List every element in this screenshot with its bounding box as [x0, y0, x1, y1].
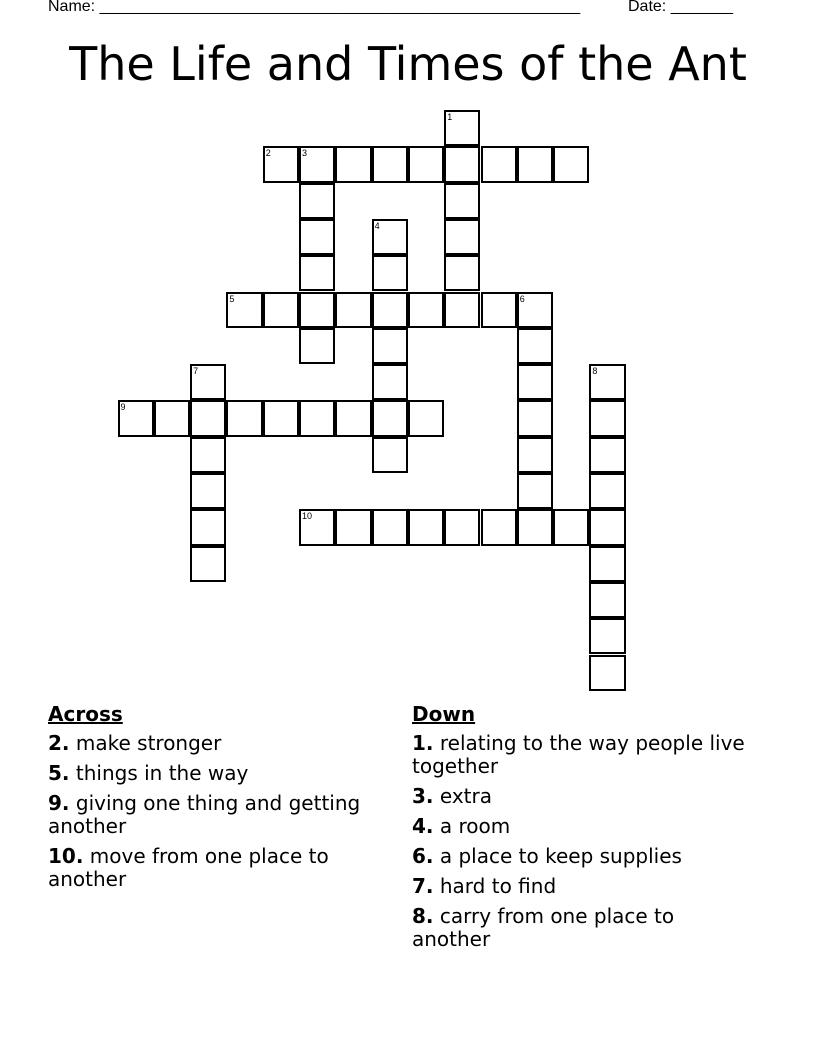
- grid-cell[interactable]: [589, 655, 625, 691]
- grid-cell[interactable]: [589, 582, 625, 618]
- grid-cell[interactable]: [190, 400, 226, 436]
- grid-cell[interactable]: [372, 437, 408, 473]
- clue-number: 2: [265, 148, 271, 159]
- grid-cell[interactable]: [335, 400, 371, 436]
- grid-cell[interactable]: [335, 146, 371, 182]
- grid-cell[interactable]: [372, 255, 408, 291]
- grid-cell[interactable]: [299, 219, 335, 255]
- clue-down-3: 3. extra: [412, 784, 492, 808]
- grid-cell[interactable]: [589, 509, 625, 545]
- down-heading: Down: [412, 702, 476, 726]
- grid-cell[interactable]: [517, 437, 553, 473]
- name-field-label: Name: ______________________________________________________: [48, 0, 581, 15]
- grid-cell[interactable]: [299, 183, 335, 219]
- grid-cell[interactable]: [372, 364, 408, 400]
- grid-cell[interactable]: [444, 219, 480, 255]
- clue-down-7: 7. hard to find: [412, 874, 557, 898]
- grid-cell[interactable]: [372, 328, 408, 364]
- grid-cell[interactable]: [517, 292, 553, 328]
- clue-number: 7: [193, 366, 199, 377]
- clue-number: 10: [302, 511, 313, 522]
- date-field-label: Date: _______: [628, 0, 733, 15]
- grid-cell[interactable]: [372, 219, 408, 255]
- grid-cell[interactable]: [408, 400, 444, 436]
- grid-cell[interactable]: [589, 400, 625, 436]
- grid-cell[interactable]: [553, 146, 589, 182]
- clue-down-6: 6. a place to keep supplies: [412, 844, 682, 868]
- grid-cell[interactable]: [481, 292, 517, 328]
- grid-cell[interactable]: [190, 509, 226, 545]
- clue-number: 1: [447, 112, 453, 122]
- across-heading: Across: [48, 702, 123, 726]
- grid-cell[interactable]: [408, 292, 444, 328]
- grid-cell[interactable]: [517, 509, 553, 545]
- grid-cell[interactable]: [517, 400, 553, 436]
- grid-cell[interactable]: [553, 509, 589, 545]
- grid-cell[interactable]: [190, 437, 226, 473]
- grid-cell[interactable]: [299, 509, 335, 545]
- grid-cell[interactable]: [444, 110, 480, 146]
- clue-number: 6: [519, 293, 525, 304]
- clue-down-1: 1. relating to the way people live together: [412, 731, 745, 778]
- grid-cell[interactable]: [444, 255, 480, 291]
- grid-cell[interactable]: [190, 546, 226, 582]
- grid-cell[interactable]: [299, 292, 335, 328]
- grid-cell[interactable]: [372, 292, 408, 328]
- grid-cell[interactable]: [444, 183, 480, 219]
- clue-across-9: 9. giving one thing and getting another: [48, 791, 361, 838]
- clue-number: 9: [120, 402, 126, 413]
- grid-cell[interactable]: [190, 473, 226, 509]
- across-clues: [48, 700, 378, 898]
- grid-cell[interactable]: [517, 473, 553, 509]
- clue-across-10: 10. move from one place to another: [48, 844, 329, 891]
- grid-cell[interactable]: [263, 292, 299, 328]
- grid-cell[interactable]: [444, 292, 480, 328]
- grid-cell[interactable]: [408, 509, 444, 545]
- grid-cell[interactable]: [517, 146, 553, 182]
- grid-cell[interactable]: [263, 400, 299, 436]
- grid-cell[interactable]: [408, 146, 444, 182]
- clue-number: 3: [302, 148, 308, 159]
- grid-cell[interactable]: [118, 400, 154, 436]
- grid-cell[interactable]: [444, 146, 480, 182]
- down-clues: [412, 700, 752, 958]
- grid-cell[interactable]: [226, 292, 262, 328]
- clue-down-8: 8. carry from one place to another: [412, 904, 675, 951]
- grid-cell[interactable]: [154, 400, 190, 436]
- grid-cell[interactable]: [589, 364, 625, 400]
- grid-cell[interactable]: [263, 146, 299, 182]
- grid-cell[interactable]: [335, 292, 371, 328]
- clue-number: 8: [592, 366, 598, 377]
- clue-down-4: 4. a room: [412, 814, 511, 838]
- grid-cell[interactable]: [226, 400, 262, 436]
- grid-cell[interactable]: [372, 146, 408, 182]
- grid-cell[interactable]: [299, 146, 335, 182]
- clue-number: 4: [374, 220, 380, 231]
- grid-cell[interactable]: [335, 509, 371, 545]
- grid-cell[interactable]: [589, 437, 625, 473]
- clue-across-2: 2. make stronger: [48, 731, 222, 755]
- grid-cell[interactable]: [190, 364, 226, 400]
- clue-number: 5: [229, 293, 235, 304]
- grid-cell[interactable]: [372, 509, 408, 545]
- grid-cell[interactable]: [481, 509, 517, 545]
- clue-across-5: 5. things in the way: [48, 761, 249, 785]
- grid-cell[interactable]: [589, 473, 625, 509]
- grid-cell[interactable]: [589, 618, 625, 654]
- grid-cell[interactable]: [481, 146, 517, 182]
- grid-cell[interactable]: [299, 328, 335, 364]
- grid-cell[interactable]: [299, 255, 335, 291]
- grid-cell[interactable]: [517, 328, 553, 364]
- grid-cell[interactable]: [299, 400, 335, 436]
- puzzle-title: The Life and Times of the Ant: [69, 37, 747, 91]
- grid-cell[interactable]: [444, 509, 480, 545]
- grid-cell[interactable]: [372, 400, 408, 436]
- grid-cell[interactable]: [589, 546, 625, 582]
- grid-cell[interactable]: [517, 364, 553, 400]
